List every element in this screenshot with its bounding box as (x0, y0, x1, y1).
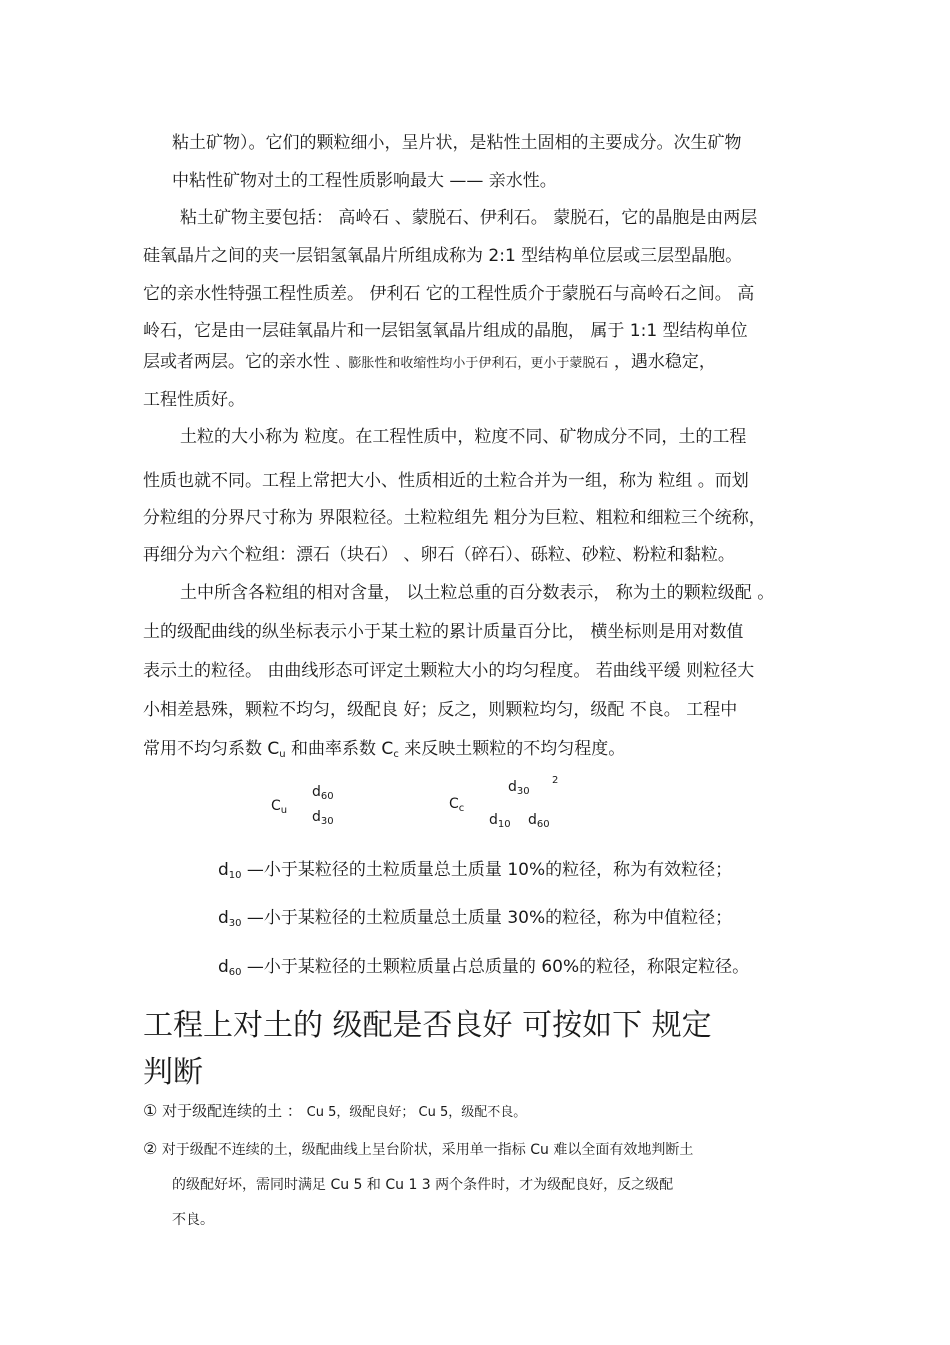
formula-cu-label: $C_u$ (271, 798, 288, 816)
p2-line5 (143, 351, 716, 375)
section-heading-line1: 工程上对土的 级配是否良好 可按如下 规定 (143, 1008, 712, 1043)
circled-two-marker: ② (143, 1139, 158, 1158)
p4-line1: 土中所含各粒组的相对含量， 以土粒总重的百分数表示， 称为土的颗粒级配 。 (180, 583, 775, 603)
rule-1 (143, 1100, 526, 1124)
rule-2-line1-text: 对于级配不连续的土，级配曲线上呈台阶状，采用单一指标 Cu 难以全面有效地判断土 (157, 1142, 694, 1158)
formula-cc-denominator-2: $d_{60}$ (528, 812, 550, 830)
definition-d10: $d_{10}$ —小于某粒径的土粒质量总土质量 10%的粒径，称为有效粒径； (218, 860, 733, 881)
formula-cu-sub: u (280, 805, 288, 816)
formula-cc-numerator: $d_{30}$ (508, 779, 530, 797)
formula-cc-denominator-1: $d_{10}$ (489, 812, 511, 830)
p4-line5-b: 和曲率系数 C (285, 739, 394, 759)
p2-line4: 岭石，它是由一层硅氧晶片和一层铝氢氧晶片组成的晶胞， 属于 1:1 型结构单位 (143, 321, 748, 341)
p4-line5-sub-u: u (279, 749, 286, 760)
p2-line5-b: 、膨胀性和收缩性均小于伊利石，更小于蒙脱石 (335, 356, 609, 371)
formula-cu-numerator: $d_{60}$ (312, 784, 334, 802)
p2-line3: 它的亲水性特强工程性质差。 伊利石 它的工程性质介于蒙脱石与高岭石之间。 高 (143, 284, 755, 304)
p4-line5-a: 常用不均匀系数 C (143, 739, 280, 759)
circled-one-marker: ① (143, 1101, 158, 1120)
p3-line2: 性质也就不同。工程上常把大小、性质相近的土粒合并为一组，称为 粒组 。而划 (143, 471, 749, 491)
rule-1-body: Cu 5，级配良好； Cu 5，级配不良。 (306, 1105, 527, 1120)
p4-line5-c: 来反映土颗粒的不均匀程度。 (398, 739, 626, 759)
p2-line6: 工程性质好。 (143, 390, 245, 410)
formula-cc-superscript: 2 (552, 775, 559, 786)
definition-d30: $d_{30}$ —小于某粒径的土粒质量总土质量 30%的粒径，称为中值粒径； (218, 908, 733, 929)
p4-line3: 表示土的粒径。 由曲线形态可评定土颗粒大小的均匀程度。 若曲线平缓 则粒径大 (143, 661, 755, 681)
p4-line2: 土的级配曲线的纵坐标表示小于某土粒的累计质量百分比， 横坐标则是用对数值 (143, 622, 744, 642)
p2-line5-c: ，遇水稳定， (608, 352, 716, 372)
formula-cu-denominator: $d_{30}$ (312, 809, 334, 827)
p1-line2: 中粘性矿物对土的工程性质影响最大 —— 亲水性。 (172, 171, 557, 191)
rule-1-lead: 对于级配连续的土 ： (157, 1102, 307, 1120)
formula-cc-label: $C_c$ (449, 796, 465, 814)
p4-line5-sub-c: c (393, 749, 399, 760)
definition-d60: $d_{60}$ —小于某粒径的土颗粒质量占总质量的 60%的粒径，称限定粒径。 (218, 957, 750, 978)
p3-line4: 再细分为六个粒组：漂石（块石） 、卵石（碎石）、砾粒、砂粒、粉粒和黏粒。 (143, 545, 735, 565)
p3-line1: 土粒的大小称为 粒度。在工程性质中，粒度不同、矿物成分不同，土的工程 (180, 427, 747, 447)
rule-2-line2: 的级配好坏，需同时满足 Cu 5 和 Cu 1 3 两个条件时，才为级配良好，反之级配 (172, 1177, 674, 1193)
p2-line5-a: 层或者两层。它的亲水性 (143, 352, 336, 372)
p2-line1: 粘土矿物主要包括： 高岭石 、蒙脱石、伊利石。 蒙脱石，它的晶胞是由两层 (180, 208, 758, 228)
p4-line5 (143, 738, 625, 766)
formula-cc-sub: c (458, 803, 465, 814)
p4-line4: 小相差悬殊，颗粒不均匀，级配良 好；反之，则颗粒均匀，级配 不良。 工程中 (143, 700, 738, 720)
rule-2-line3: 不良。 (172, 1212, 214, 1228)
p3-line3: 分粒组的分界尺寸称为 界限粒径。土粒粒组先 粗分为巨粒、粗粒和细粒三个统称， (143, 508, 766, 528)
section-heading-line2: 判断 (143, 1055, 203, 1090)
rule-2-line1 (143, 1138, 693, 1161)
p1-line1: 粘土矿物）。它们的颗粒细小，呈片状，是粘性土固相的主要成分。次生矿物 (172, 133, 742, 153)
p2-line2: 硅氧晶片之间的夹一层铝氢氧晶片所组成称为 2:1 型结构单位层或三层型晶胞。 (143, 246, 743, 266)
